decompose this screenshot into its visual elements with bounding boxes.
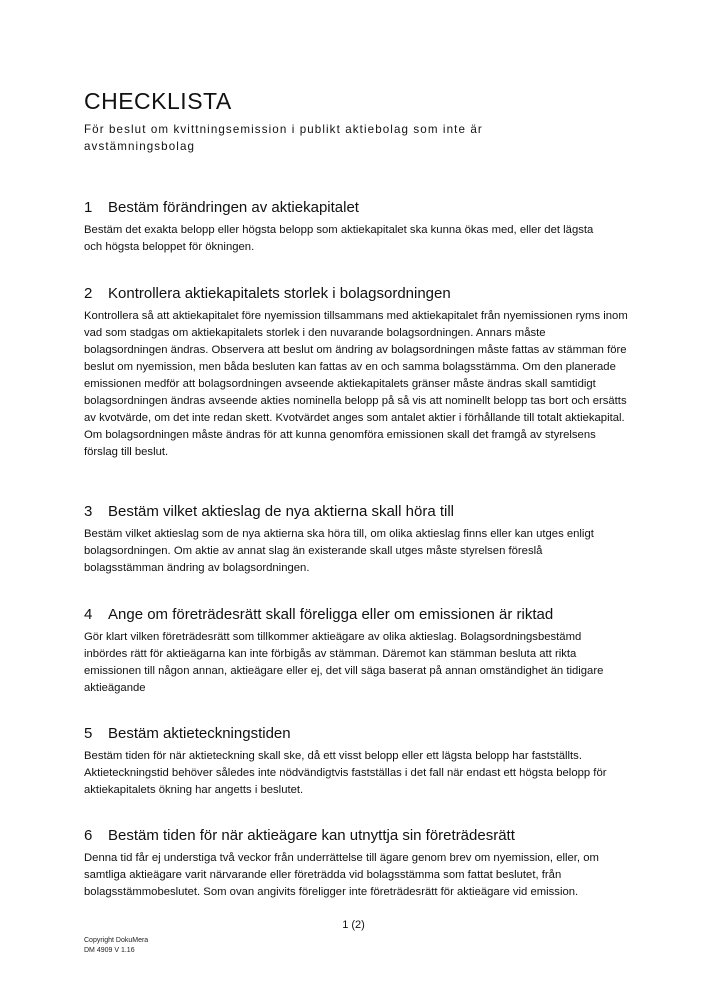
section-body: Bestäm det exakta belopp eller högsta belopp som aktiekapitalet ska kunna ökas med, eller det lägsta och högsta beloppet för ökningen.	[84, 224, 594, 253]
section-title: Ange om företrädesrätt skall föreligga eller om emissionen är riktad	[108, 606, 554, 623]
section-body: Bestäm vilket aktieslag som de nya aktierna ska höra till, om olika aktieslag finns eller kan utges enligt bolagsordningen. Om aktie av annat slag än existerande skall utges måste styrelsen föreslå bolagsstämman ändring av bolagsordningen.	[84, 528, 594, 574]
footer	[84, 936, 148, 956]
document-subtitle: För beslut om kvittningsemission i publikt aktiebolag som inte är avstämningsbolag	[84, 123, 483, 153]
section-body: Denna tid får ej understiga två veckor från underrättelse till ägare genom brev om nyemission, eller, om samtliga aktieägare varit närvarande eller företrädda vid bolagsstämma som fattat beslutet, från bolagsstämmobeslutet. Som ovan angivits föreligger inte företrädesrätt för aktieägare vid emission.	[84, 852, 599, 898]
section-body: Kontrollera så att aktiekapitalet före nyemission tillsammans med aktiekapitalet från nyemissionen ryms inom vad som stadgas om aktiekapitalets storlek i den nuvarande bolagsordningen. Annars måste bolagsordningen ändras. Observera att beslut om ändring av bolagsordningen måste fattas av stämman före beslut om nyemission, men båda besluten kan fattas av en och samma bolagsstämma. Om den planerade emissionen medför att bolagsordningen avseende aktiekapitalets gränser måste ändras skall samtidigt bolagsordningen ändras avseende akties nominella belopp på så vis att nominellt belopp tas bort och ersätts av kvotvärde, om det inte redan skett. Kvotvärdet anges som antalet aktier i förhållande till totalt aktiekapital. Om bolagsordningen måste ändras för att kunna genomföra emissionen skall det framgå av styrelsens förslag till beslut.	[84, 310, 628, 458]
section-5	[84, 724, 624, 799]
document-id: DM 4909 V 1.16	[84, 947, 135, 954]
section-body: Bestäm tiden för när aktieteckning skall ske, då ett visst belopp eller ett lägsta belopp har fastställts. Aktieteckningstid behöver således inte nödvändigtvis fastställas i det fall när endast ett högsta belopp för aktiekapitalets ökning har angetts i beslutet.	[84, 750, 607, 796]
page-number: 1 (2)	[342, 919, 365, 931]
section-1	[84, 198, 614, 256]
section-title: Kontrollera aktiekapitalets storlek i bolagsordningen	[108, 285, 451, 302]
document-title: CHECKLISTA	[84, 88, 232, 114]
section-number: 6	[84, 827, 93, 844]
section-6	[84, 826, 624, 901]
section-heading	[84, 284, 629, 304]
section-number: 1	[84, 199, 93, 216]
copyright-text: Copyright DokuMera	[84, 937, 149, 944]
section-3	[84, 502, 614, 577]
section-title: Bestäm förändringen av aktiekapitalet	[108, 199, 359, 216]
section-heading	[84, 502, 614, 522]
section-body: Gör klart vilken företrädesrätt som tillkommer aktieägare av olika aktieslag. Bolagsordningsbestämd inbördes rätt för aktieägarna kan inte förbigås av stämman. Däremot kan stämman besluta att rikta emissionen till någon annan, aktieägare eller ej, det vill säga baserat på annan omständighet än tidigare aktieägande	[84, 631, 604, 694]
section-heading	[84, 724, 624, 744]
section-heading	[84, 198, 614, 218]
section-title: Bestäm tiden för när aktieägare kan utnyttja sin företrädesrätt	[108, 827, 515, 844]
section-number: 2	[84, 285, 93, 302]
section-4	[84, 605, 624, 697]
section-heading	[84, 605, 624, 625]
section-heading	[84, 826, 624, 846]
section-2	[84, 284, 629, 461]
section-title: Bestäm vilket aktieslag de nya aktierna skall höra till	[108, 503, 454, 520]
section-number: 4	[84, 606, 93, 623]
section-title: Bestäm aktieteckningstiden	[108, 725, 291, 742]
section-number: 5	[84, 725, 93, 742]
section-number: 3	[84, 503, 93, 520]
